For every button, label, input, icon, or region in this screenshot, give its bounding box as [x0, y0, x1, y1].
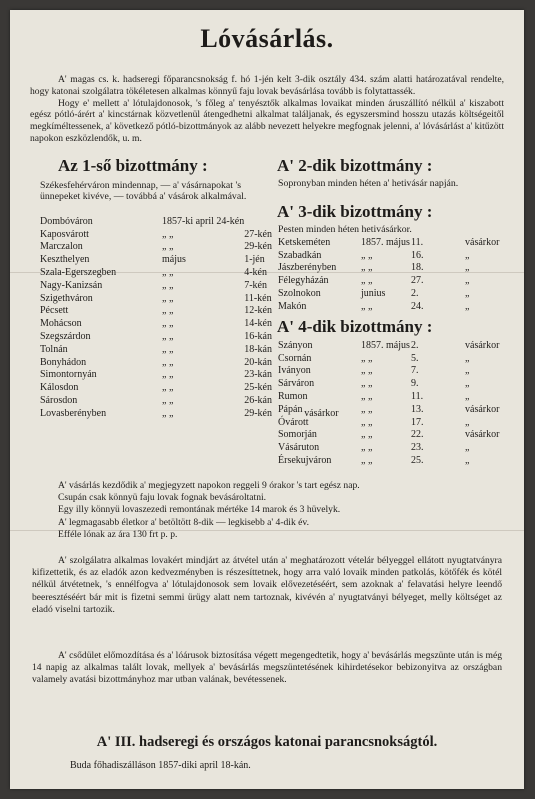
schedule-remark: „ — [465, 378, 470, 390]
intro-paragraph: A' magas cs. k. hadseregi főparancsnokság f. hó 1-jén kelt 3-dik osztály 434. szám alatti határozatával rendelte, hogy katonai szolgálatra tökéletesen alkalmas könnyű faju lovak bevásárlása tovább is folytattassék. — [30, 74, 504, 97]
schedule-day: 25. — [411, 455, 424, 467]
schedule-place-name: Vásáruton — [278, 442, 320, 454]
schedule-place-name: Bonyhádon — [40, 356, 87, 368]
schedule-month: „ „ — [162, 318, 174, 330]
schedule-month: 1857. május — [361, 339, 410, 351]
schedule-month: „ „ — [162, 292, 174, 304]
regulation-line: Egy illy könnyü lovaszezedi remontának mértéke 14 marok és 3 hüvelyk. — [58, 504, 341, 516]
schedule-place-name: Szolnokon — [278, 288, 321, 300]
schedule-day: 11. — [411, 391, 424, 403]
schedule-month: „ „ — [361, 416, 373, 428]
regulation-line: A' legmagasabb életkor a' betöltött 8-dik — legkisebb a' 4-dik év. — [58, 516, 310, 528]
schedule-place-name: Sárváron — [278, 378, 315, 390]
intro-paragraph: Hogy e' mellett a' lótulajdonosok, 's főleg a' tenyésztők alkalmas lovaikat minden áruszállító nélkül a' kiszabott egész pótló-árért a' kincstárnak közvetlenül átengedhetni alkalmat találjanak, és egyszersmind hosszu utazás költségeitől megkíméltessenek, a' következő pótló-bizottmányok az alább nevezett helyekre megfognak jelenni, a' lóvásárlást a' kitűzött napokon eszközlendők, u. m. — [30, 97, 504, 144]
schedule-day: 2. — [411, 288, 419, 300]
schedule-day: 11. — [411, 236, 424, 248]
schedule-month: „ „ — [162, 228, 174, 240]
schedule-row — [278, 429, 499, 442]
schedule-place-name: Rumon — [278, 391, 308, 403]
schedule-place-name: Szigethváron — [40, 292, 93, 304]
schedule-row — [278, 403, 499, 416]
schedule-remark: „ — [465, 352, 470, 364]
schedule-day: 29-kén — [244, 241, 272, 253]
schedule-day: 18-kán — [244, 343, 272, 355]
schedule-place-name: Pécsett — [40, 305, 69, 317]
schedule-month: junius — [361, 288, 386, 300]
intro-text — [30, 74, 504, 145]
schedule-month: „ „ — [361, 352, 373, 364]
schedule-day: 16. — [411, 249, 424, 261]
schedule-day: 16-kán — [244, 331, 272, 343]
schedule-row — [278, 300, 499, 313]
schedule-day: 1-jén — [244, 254, 265, 266]
committee-4-schedule — [278, 339, 499, 467]
schedule-day: 27-kén — [244, 228, 272, 240]
schedule-row — [278, 262, 499, 275]
schedule-place-name: Jászberényben — [278, 262, 337, 274]
schedule-month: 1857. május — [361, 236, 410, 248]
schedule-remark: „ — [465, 288, 470, 300]
schedule-month: „ „ — [361, 300, 373, 312]
schedule-place-name: Félegyházán — [278, 275, 329, 287]
schedule-row — [278, 352, 499, 365]
schedule-place-name: Érsekujváron — [278, 455, 332, 467]
schedule-place-name: Szegszárdon — [40, 331, 91, 343]
schedule-month: 1857-ki april 24-kén — [162, 215, 245, 227]
crowd-text: A' csődület előmozdítása és a' lóárusok biztosítása végett megengedtetik, hogy a' bevásárlás megszünte után is még 14 napig az alkalmas talált lovak, mellyek a' bevásárlás megszüntetésének kihirdetésekor bebizonyitva az országban valamely avatási bizottmányhoz mar utban valának, bevétessenek. — [32, 650, 502, 686]
schedule-remark: vásárkor — [465, 429, 500, 441]
schedule-month: „ „ — [162, 267, 174, 279]
committee-4-heading: A' 4-dik bizottmány : — [277, 317, 433, 336]
schedule-month: „ „ — [162, 407, 174, 419]
schedule-day: 7. — [411, 365, 419, 377]
schedule-day: 11-kén — [244, 292, 272, 304]
schedule-remark: „ — [465, 249, 470, 261]
regulation-line: A' vásárlás kezdődik a' megjegyzett napokon reggeli 9 órakor 's tart egész nap. — [58, 480, 360, 491]
poster-title: Lóvásárlás. — [200, 24, 334, 53]
schedule-row — [278, 441, 499, 454]
schedule-month: „ „ — [361, 378, 373, 390]
regulation-line: Efféle lónak az ára 130 frt p. p. — [58, 528, 178, 540]
schedule-remark: „ — [465, 391, 470, 403]
schedule-place-name: Csornán — [278, 352, 312, 364]
schedule-month: „ „ — [162, 369, 174, 381]
schedule-month: „ „ — [361, 262, 373, 274]
schedule-place-name: Óvárott — [278, 416, 309, 428]
schedule-month: május — [162, 254, 186, 266]
service-paragraph — [32, 555, 502, 616]
schedule-day: 17. — [411, 416, 424, 428]
schedule-remark: vásárkor — [465, 339, 500, 351]
schedule-month: „ „ — [361, 442, 373, 454]
schedule-place-name: Marczalon — [40, 241, 83, 253]
schedule-day: 20-kán — [244, 356, 272, 368]
schedule-day: 7-kén — [244, 279, 267, 291]
schedule-row — [278, 454, 499, 467]
schedule-row — [278, 377, 499, 390]
schedule-place-name: Tolnán — [40, 343, 68, 355]
schedule-month: „ „ — [162, 395, 174, 407]
schedule-month: „ „ — [361, 429, 373, 441]
schedule-place-name: Kaposvárott — [40, 228, 89, 240]
schedule-month: „ „ — [361, 249, 373, 261]
schedule-place-name: Simontornyán — [40, 369, 97, 381]
schedule-day: 23. — [411, 442, 424, 454]
schedule-place-name: Makón — [278, 300, 307, 312]
service-text: A' szolgálatra alkalmas lovakért mindjárt az átvétel után a' meghatározott vételár bélyeggel ellátott nyugtatványra kifizettetik, és az eladók azon kedvezményben is részesíttetnek, hogy arra való lovaik minden patkolás, kötőfék és kötél nélkül átvétetnek, 's ennélfogva a' lótulajdonosok sem lovaik elővezetéséért, sem azoknak a' felavatási helyre leendő beeresztéséért bár mit is fizetni semmi ürügy alatt nem tartoznak, kivévén a' nyugtatványi bélyeget, melly költséget az eladó viselni tartozik. — [32, 555, 502, 615]
schedule-place-name: Mohácson — [40, 318, 82, 330]
schedule-place-name: Somorján — [278, 429, 317, 441]
schedule-row — [278, 365, 499, 378]
schedule-day: 29-kén — [244, 407, 272, 419]
schedule-day: 4-kén — [244, 267, 267, 279]
schedule-place-name: Iványon — [278, 365, 311, 377]
schedule-place-name: Dombóváron — [40, 215, 93, 227]
schedule-remark: „ — [465, 275, 470, 287]
schedule-day: 23-kán — [244, 369, 272, 381]
schedule-day: 22. — [411, 429, 424, 441]
schedule-day: 12-kén — [244, 305, 272, 317]
schedule-month: „ „ — [361, 365, 373, 377]
committee-2-heading: A' 2-dik bizottmány : — [277, 156, 433, 175]
schedule-month: „ „ — [162, 331, 174, 343]
committee-2-note: Sopronyban minden héten a' hetivásár napján. — [278, 178, 459, 189]
schedule-remark: „ — [465, 442, 470, 454]
schedule-day: 27. — [411, 275, 424, 287]
schedule-remark: vásárkor — [465, 236, 500, 248]
schedule-place-name: Sárosdon — [40, 395, 78, 407]
schedule-day: 24. — [411, 300, 424, 312]
schedule-remark: „ — [465, 455, 470, 467]
schedule-month: „ „ — [162, 279, 174, 291]
schedule-place-name: Keszthelyen — [40, 254, 90, 266]
schedule-remark: „ — [465, 262, 470, 274]
schedule-place-name: Szányon — [278, 339, 313, 351]
schedule-month: „ „ — [162, 356, 174, 368]
schedule-day: 2. — [411, 339, 419, 351]
committee-1-note: Székesfehérváron mindennap, — a' vásárnapokat 's ünnepeket kivéve, — továbbá a' vásárok alkalmával. — [40, 180, 247, 202]
schedule-place-name: Kálosdon — [40, 382, 79, 394]
schedule-row — [278, 416, 499, 429]
schedule-place-name: Lovasberényben — [40, 407, 107, 419]
regulation-line: Csupán csak könnyü faju lovak fognak bevásároltatni. — [58, 492, 267, 504]
schedule-month: „ „ — [162, 241, 174, 253]
schedule-remark: vásárkor — [465, 403, 500, 415]
schedule-row — [278, 274, 499, 287]
schedule-day: 5. — [411, 352, 419, 364]
committee-3-note: Pesten minden héten hetivásárkor. — [278, 224, 412, 235]
schedule-month: „ „ — [162, 343, 174, 355]
poster-sheet — [10, 10, 524, 789]
schedule-day: 25-kén — [244, 382, 272, 394]
schedule-remark: vásárkor — [304, 407, 339, 419]
schedule-place-name: Nagy-Kanizsán — [40, 279, 103, 291]
schedule-row — [278, 287, 499, 300]
schedule-remark: „ — [465, 416, 470, 428]
schedule-month: „ „ — [162, 382, 174, 394]
crowd-paragraph — [32, 650, 502, 687]
schedule-place-name: Szabadkán — [278, 249, 322, 261]
schedule-row — [278, 339, 499, 352]
schedule-row — [278, 390, 499, 403]
schedule-day: 26-kán — [244, 395, 272, 407]
committee-1-heading: Az 1-ső bizottmány : — [58, 156, 208, 175]
schedule-row — [278, 249, 499, 262]
schedule-place-name: Szala-Egerszegben — [40, 267, 117, 279]
schedule-day: 9. — [411, 378, 419, 390]
schedule-month: „ „ — [361, 455, 373, 467]
schedule-month: „ „ — [361, 391, 373, 403]
schedule-place-name: Pápán — [278, 403, 303, 415]
schedule-month: „ „ — [361, 275, 373, 287]
schedule-remark: „ — [465, 365, 470, 377]
schedule-row — [278, 236, 499, 249]
schedule-month: „ „ — [361, 403, 373, 415]
schedule-day: 13. — [411, 403, 424, 415]
schedule-day: 18. — [411, 262, 424, 274]
schedule-remark: „ — [465, 300, 470, 312]
committee-3-heading: A' 3-dik bizottmány : — [277, 202, 433, 221]
schedule-place-name: Ketskeméten — [278, 236, 331, 248]
regulations-block — [32, 480, 502, 541]
issuer-signature: A' III. hadseregi és országos katonai parancsnokságtól. — [96, 734, 438, 750]
place-date: Buda főhadiszálláson 1857-diki april 18-kán. — [70, 760, 251, 771]
schedule-month: „ „ — [162, 305, 174, 317]
schedule-day: 14-kén — [244, 318, 272, 330]
committee-3-schedule — [278, 236, 499, 313]
